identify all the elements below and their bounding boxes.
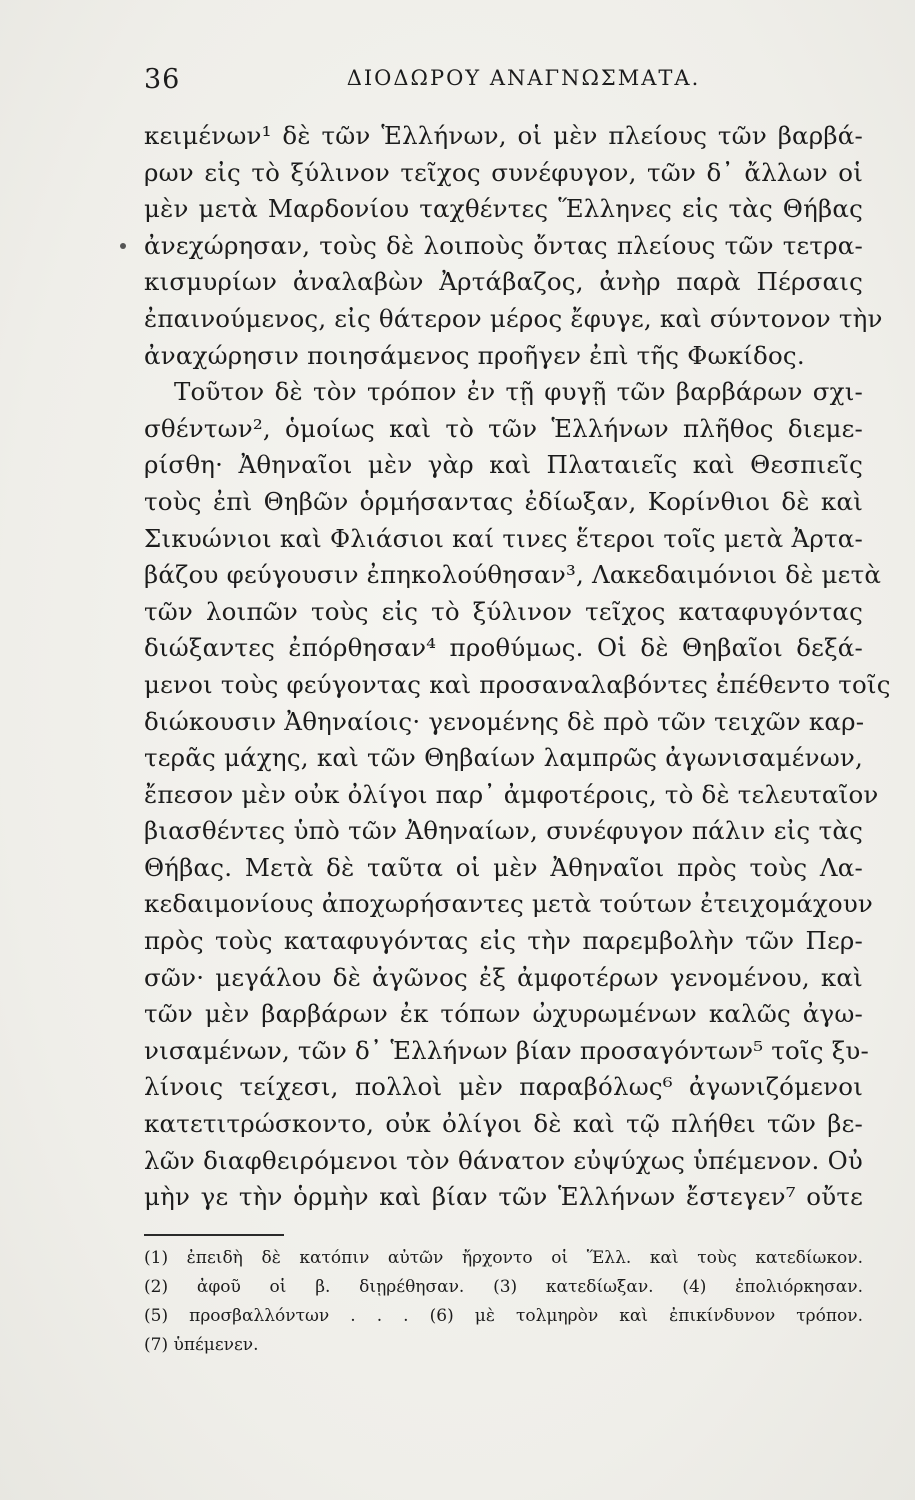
footnote-line: (2) ἀφοῦ οἱ β. διῃρέθησαν. (3) κατεδίωξαν. (4) ἐπολιόρκησαν. [144, 1276, 863, 1297]
text-line: ρων εἰς τὸ ξύλινον τεῖχος συνέφυγον, τῶν δ᾽ ἄλλων οἱ [144, 157, 863, 187]
text-line: Σικυώνιοι καὶ Φλιάσιοι καί τινες ἕτεροι τοῖς μετὰ Ἀρτα- [144, 523, 863, 553]
text-line: βάζου φεύγουσιν ἐπηκολούθησαν³, Λακεδαιμόνιοι δὲ μετὰ [144, 560, 882, 590]
text-line: μὲν μετὰ Μαρδονίου ταχθέντες Ἕλληνες εἰς τὰς Θήβας [144, 194, 863, 224]
page-number: 36 [144, 64, 181, 95]
body-text [144, 118, 891, 1216]
footnote-line: (5) προσβαλλόντων . . . (6) μὲ τολμηρὸν καὶ ἐπικίνδυνον τρόπον. [144, 1305, 863, 1326]
text-line: Θήβας. Μετὰ δὲ ταῦτα οἱ μὲν Ἀθηναῖοι πρὸς τοὺς Λα- [144, 852, 863, 882]
text-line: ἐπαινούμενος, εἰς θάτερον μέρος ἔφυγε, καὶ σύντονον τὴν [144, 303, 883, 333]
text-line: τῶν μὲν βαρβάρων ἐκ τόπων ὠχυρωμένων καλῶς ἀγω- [144, 999, 863, 1029]
text-line: τῶν λοιπῶν τοὺς εἰς τὸ ξύλινον τεῖχος καταφυγόντας [144, 596, 863, 626]
text-line: νισαμένων, τῶν δ᾽ Ἑλλήνων βίαν προσαγόντων⁵ τοῖς ξυ- [144, 1035, 869, 1065]
text-line: τοὺς ἐπὶ Θηβῶν ὁρμήσαντας ἐδίωξαν, Κορίνθιοι δὲ καὶ [144, 486, 863, 516]
text-line: διώξαντες ἐπόρθησαν⁴ προθύμως. Οἱ δὲ Θηβαῖοι δεξά- [144, 633, 863, 663]
text-line: τερᾶς μάχης, καὶ τῶν Θηβαίων λαμπρῶς ἀγωνισαμένων, [144, 743, 863, 773]
text-line: λίνοις τείχεσι, πολλοὶ μὲν παραβόλως⁶ ἀγωνιζόμενοι [144, 1072, 863, 1102]
text-line: ἀναχώρησιν ποιησάμενος προῆγεν ἐπὶ τῆς Φωκίδος. [144, 340, 805, 370]
footnote-rule [144, 1234, 284, 1236]
running-head [144, 58, 863, 102]
text-line: διώκουσιν Ἀθηναίοις· γενομένης δὲ πρὸ τῶν τειχῶν καρ- [144, 706, 865, 736]
margin-dot [120, 243, 126, 249]
running-title: ΔΙΟΔΩΡΟΥ ΑΝΑΓΝΩΣΜΑΤΑ. [346, 66, 701, 90]
text-line: μενοι τοὺς φεύγοντας καὶ προσαναλαβόντες ἐπέθεντο τοῖς [144, 669, 891, 699]
footnote-line: (7) ὑπέμενεν. [144, 1334, 259, 1355]
footnote-line: (1) ἐπειδὴ δὲ κατόπιν αὐτῶν ἤρχοντο οἱ Ἕλλ. καὶ τοὺς κατεδίωκον. [144, 1247, 863, 1268]
text-line: κατετιτρώσκοντο, οὐκ ὀλίγοι δὲ καὶ τῷ πλήθει τῶν βε- [144, 1109, 863, 1139]
text-line: κεδαιμονίους ἀποχωρήσαντες μετὰ τούτων ἐτειχομάχουν [144, 889, 874, 919]
text-line: μὴν γε τὴν ὁρμὴν καὶ βίαν τῶν Ἑλλήνων ἔστεγεν⁷ οὔτε [144, 1182, 863, 1212]
text-line: ρίσθη· Ἀθηναῖοι μὲν γὰρ καὶ Πλαταιεῖς καὶ Θεσπιεῖς [144, 450, 863, 480]
text-line: βιασθέντες ὑπὸ τῶν Ἀθηναίων, συνέφυγον πάλιν εἰς τὰς [144, 816, 863, 846]
text-line: σῶν· μεγάλου δὲ ἀγῶνος ἐξ ἀμφοτέρων γενομένου, καὶ [144, 962, 863, 992]
text-line: κειμένων¹ δὲ τῶν Ἑλλήνων, οἱ μὲν πλείους τῶν βαρβά- [144, 121, 863, 150]
text-line: λῶν διαφθειρόμενοι τὸν θάνατον εὐψύχως ὑπέμενον. Οὐ [144, 1145, 863, 1175]
text-line: ἔπεσον μὲν οὐκ ὀλίγοι παρ᾽ ἀμφοτέροις, τὸ δὲ τελευταῖον [144, 779, 879, 809]
footnotes [144, 1244, 863, 1360]
text-line: πρὸς τοὺς καταφυγόντας εἰς τὴν παρεμβολὴν τῶν Περ- [144, 926, 863, 956]
text-line: Τοῦτον δὲ τὸν τρόπον ἐν τῇ φυγῇ τῶν βαρβάρων σχι- [174, 377, 863, 407]
text-line: σθέντων², ὁμοίως καὶ τὸ τῶν Ἑλλήνων πλῆθος διεμε- [144, 413, 863, 443]
text-line: κισμυρίων ἀναλαβὼν Ἀρτάβαζος, ἀνὴρ παρὰ Πέρσαις [144, 267, 863, 297]
text-line: ἀνεχώρησαν, τοὺς δὲ λοιποὺς ὄντας πλείους τῶν τετρα- [144, 230, 863, 260]
